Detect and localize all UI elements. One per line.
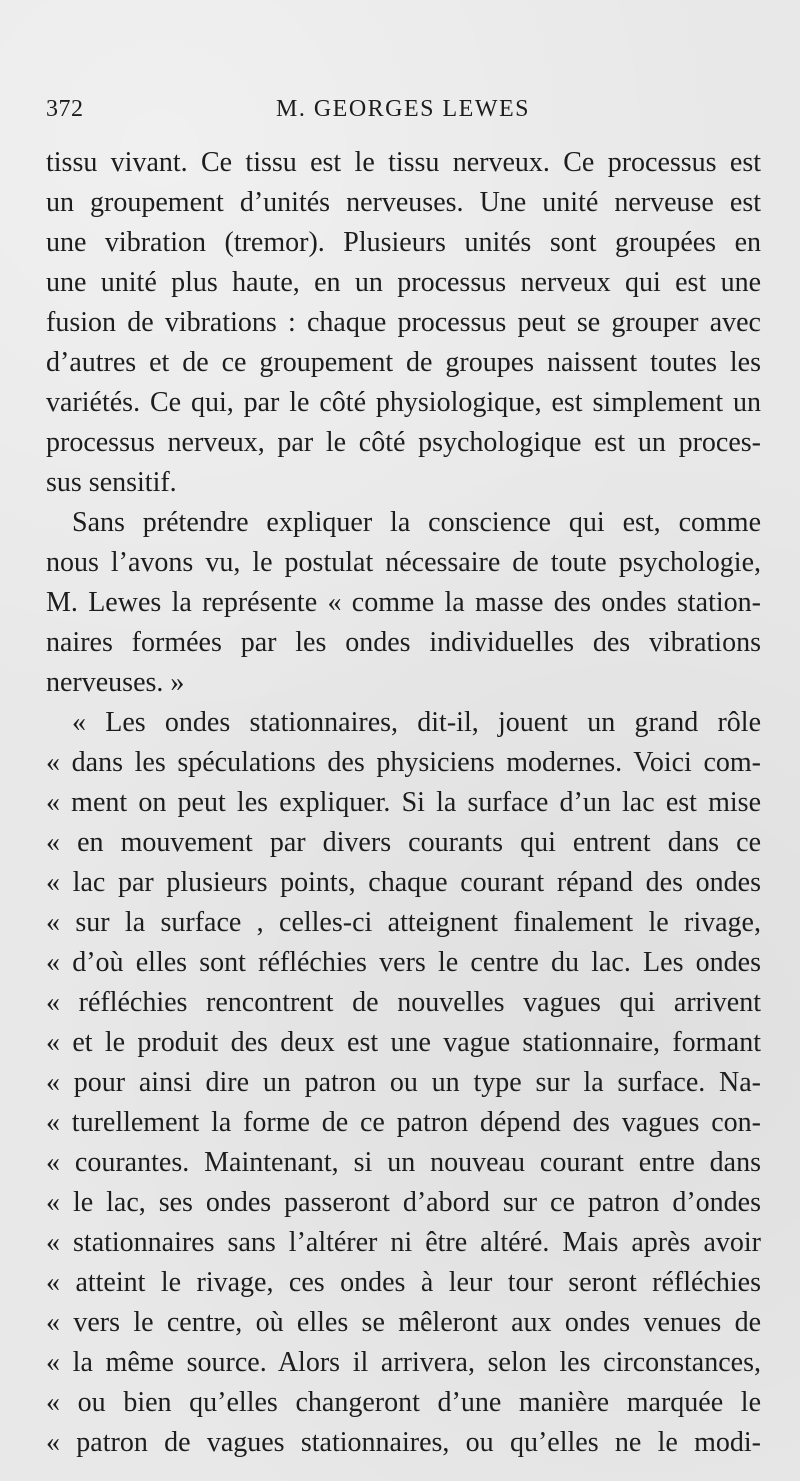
text-line: processus nerveux, par le côté psychologique est un proces- xyxy=(46,427,761,458)
text-line: un groupement d’unités nerveuses. Une unité nerveuse est xyxy=(46,187,761,218)
text-line: « dans les spéculations des physiciens modernes. Voici com- xyxy=(46,747,761,778)
text-line: une unité plus haute, en un processus nerveux qui est une xyxy=(46,267,761,298)
text-line: variétés. Ce qui, par le côté physiologique, est simplement un xyxy=(46,387,761,418)
text-line: « réfléchies rencontrent de nouvelles vagues qui arrivent xyxy=(46,987,761,1018)
text-line: « et le produit des deux est une vague stationnaire, formant xyxy=(46,1027,761,1058)
text-line: « la même source. Alors il arrivera, selon les circonstances, xyxy=(46,1347,761,1378)
text-line: une vibration (tremor). Plusieurs unités sont groupées en xyxy=(46,227,761,258)
running-head: M. GEORGES LEWES xyxy=(276,96,530,122)
text-line: « turellement la forme de ce patron dépend des vagues con- xyxy=(46,1107,761,1138)
text-line: sus sensitif. xyxy=(46,467,177,498)
text-line: nerveuses. » xyxy=(46,667,185,698)
text-line: nous l’avons vu, le postulat nécessaire de toute psychologie, xyxy=(46,547,761,578)
text-line: « Les ondes stationnaires, dit-il, jouent un grand rôle xyxy=(72,707,761,738)
text-line: « d’où elles sont réfléchies vers le centre du lac. Les ondes xyxy=(46,947,761,978)
text-line: « patron de vagues stationnaires, ou qu’elles ne le modi- xyxy=(46,1427,761,1458)
text-line: fusion de vibrations : chaque processus peut se grouper avec xyxy=(46,307,761,338)
page-number: 372 xyxy=(46,96,84,122)
text-line: « sur la surface , celles-ci atteignent finalement le rivage, xyxy=(46,907,761,938)
text-line: tissu vivant. Ce tissu est le tissu nerveux. Ce processus est xyxy=(46,147,761,178)
text-line: « stationnaires sans l’altérer ni être altéré. Mais après avoir xyxy=(46,1227,761,1258)
text-line: « ou bien qu’elles changeront d’une manière marquée le xyxy=(46,1387,761,1418)
text-line: d’autres et de ce groupement de groupes naissent toutes les xyxy=(46,347,761,378)
text-line: « vers le centre, où elles se mêleront aux ondes venues de xyxy=(46,1307,761,1338)
text-line: « courantes. Maintenant, si un nouveau courant entre dans xyxy=(46,1147,761,1178)
text-line: « atteint le rivage, ces ondes à leur tour seront réfléchies xyxy=(46,1267,761,1298)
text-line: M. Lewes la représente « comme la masse des ondes station- xyxy=(46,587,761,618)
text-line: « le lac, ses ondes passeront d’abord sur ce patron d’ondes xyxy=(46,1187,761,1218)
text-line: « lac par plusieurs points, chaque courant répand des ondes xyxy=(46,867,761,898)
text-line: « pour ainsi dire un patron ou un type sur la surface. Na- xyxy=(46,1067,761,1098)
text-line: « en mouvement par divers courants qui entrent dans ce xyxy=(46,827,761,858)
text-line: « ment on peut les expliquer. Si la surface d’un lac est mise xyxy=(46,787,761,818)
body-text xyxy=(46,143,761,1463)
page-header xyxy=(46,96,754,132)
text-line: Sans prétendre expliquer la conscience qui est, comme xyxy=(72,507,761,538)
text-line: naires formées par les ondes individuelles des vibrations xyxy=(46,627,761,658)
